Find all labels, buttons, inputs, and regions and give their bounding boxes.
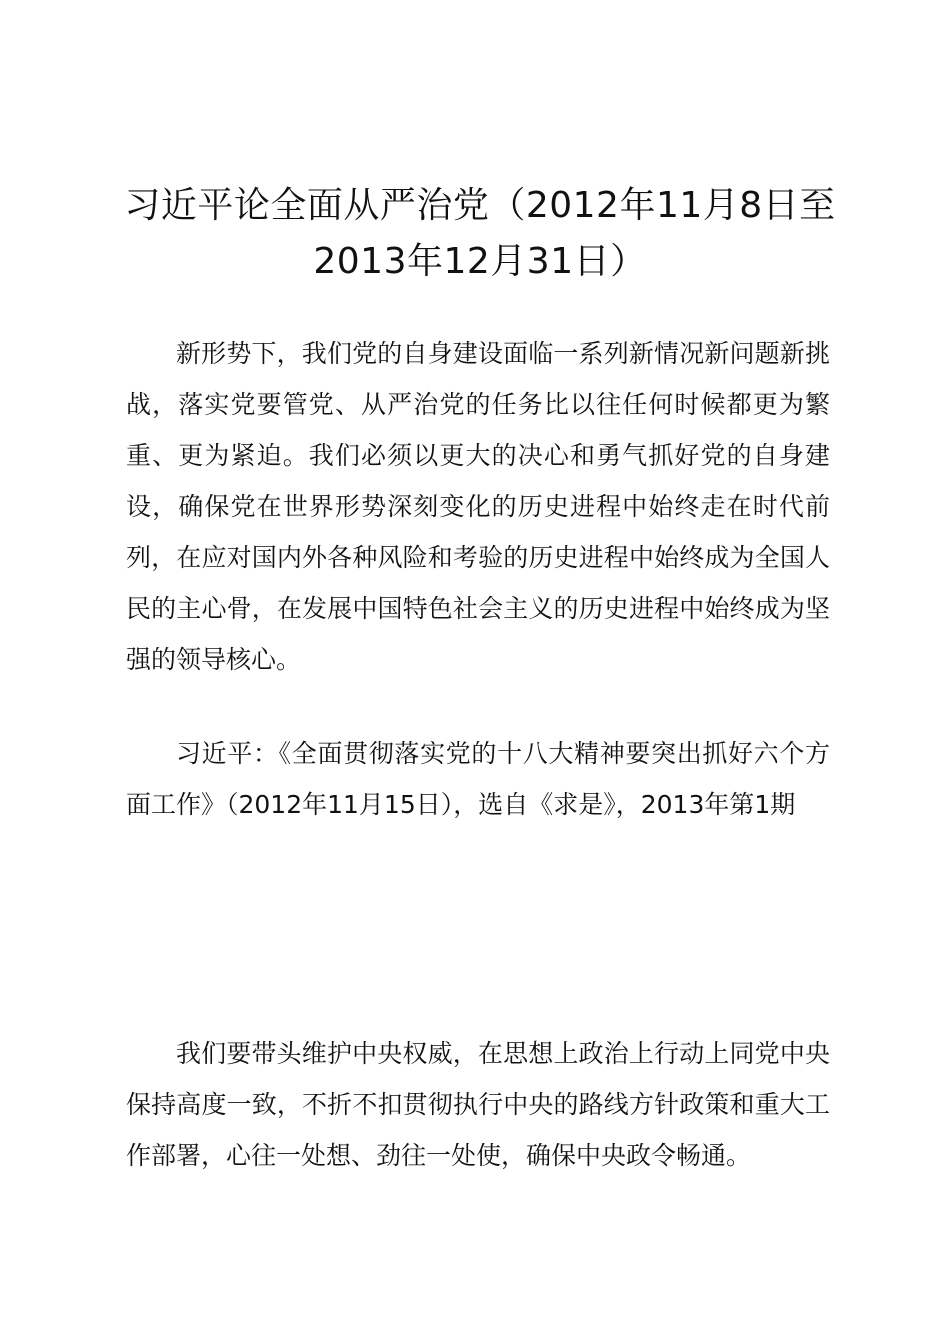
paragraph-citation: 习近平：《全面贯彻落实党的十八大精神要突出抓好六个方面工作》（2012年11月15日），选自《求是》，2013年第1期: [126, 739, 830, 819]
paragraph-central-authority: 我们要带头维护中央权威，在思想上政治上行动上同党中央保持高度一致，不折不扣贯彻执行中央的路线方针政策和重大工作部署，心往一处想、劲往一处使，确保中央政令畅通。: [126, 1039, 830, 1170]
paragraph-intro: 新形势下，我们党的自身建设面临一系列新情况新问题新挑战，落实党要管党、从严治党的任务比以往任何时候都更为繁重、更为紧迫。我们必须以更大的决心和勇气抓好党的自身建设，确保党在世界形势深刻变化的历史进程中始终走在时代前列，在应对国内外各种风险和考验的历史进程中始终成为全国人民的主心骨，在发展中国特色社会主义的历史进程中始终成为坚强的领导核心。: [126, 339, 830, 674]
document-title: 习近平论全面从严治党（2012年11月8日至2013年12月31日）: [124, 185, 836, 282]
